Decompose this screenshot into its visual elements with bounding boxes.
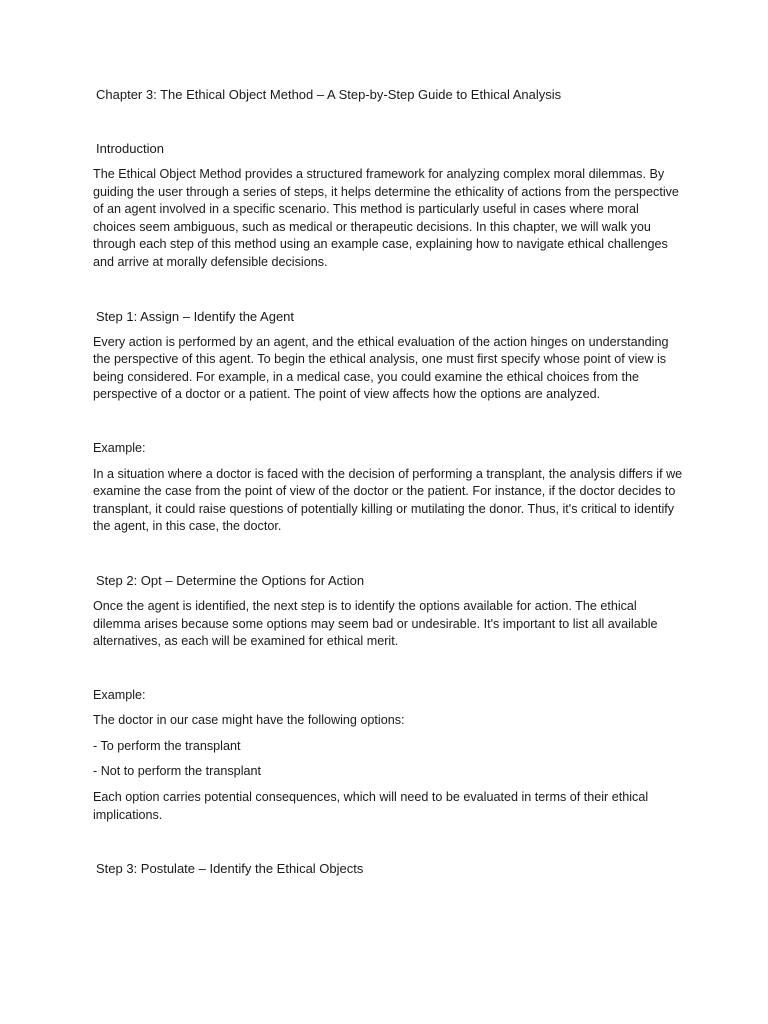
introduction-heading: Introduction xyxy=(96,141,164,156)
step1-example-paragraph: In a situation where a doctor is faced with the decision of performing a transplant, the analysis differs if we examine the case from the point of view of the doctor or the patient. For instance, if the doctor decides to transplant, it could raise questions of potentially killing or mutilating the donor. Thus, it's critical to identify the agent, in this case, the doctor. xyxy=(93,466,683,534)
step2-example-label: Example: xyxy=(93,687,146,702)
chapter-title: Chapter 3: The Ethical Object Method – A Step-by-Step Guide to Ethical Analysis xyxy=(96,87,562,102)
step2-example-intro: The doctor in our case might have the following options: xyxy=(93,713,405,728)
introduction-paragraph: The Ethical Object Method provides a structured framework for analyzing complex moral dilemmas. By guiding the user through a series of steps, it helps determine the ethicality of actions from the perspective of an agent involved in a specific scenario. This method is particularly useful in cases where moral choices seem ambiguous, such as medical or therapeutic decisions. In this chapter, we will walk you through each step of this method using an example case, explaining how to navigate ethical challenges and arrive at morally defensible decisions. xyxy=(93,167,679,269)
introduction-section xyxy=(93,140,683,272)
step2-section xyxy=(93,572,683,824)
step1-section xyxy=(93,308,683,536)
option-list-item: - Not to perform the transplant xyxy=(93,764,261,779)
step1-paragraph: Every action is performed by an agent, and the ethical evaluation of the action hinges on understanding the perspective of this agent. To begin the ethical analysis, one must first specify whose point of view is being considered. For example, in a medical case, you could examine the ethical choices from the perspective of a doctor or a patient. The point of view affects how the options are analyzed. xyxy=(93,334,669,402)
step2-example-conclusion: Each option carries potential consequences, which will need to be evaluated in terms of their ethical implications. xyxy=(93,790,649,822)
step1-example-label: Example: xyxy=(93,440,146,455)
step3-section xyxy=(93,860,683,878)
step3-heading: Step 3: Postulate – Identify the Ethical Objects xyxy=(96,861,364,877)
step2-heading: Step 2: Opt – Determine the Options for Action xyxy=(96,572,365,588)
step1-heading: Step 1: Assign – Identify the Agent xyxy=(96,308,295,324)
step2-paragraph: Once the agent is identified, the next step is to identify the options available for action. The ethical dilemma arises because some options may seem bad or undesirable. It's important to list all available alternatives, as each will be examined for ethical merit. xyxy=(93,598,658,649)
option-list-item: - To perform the transplant xyxy=(93,738,241,753)
document-body xyxy=(93,86,683,878)
